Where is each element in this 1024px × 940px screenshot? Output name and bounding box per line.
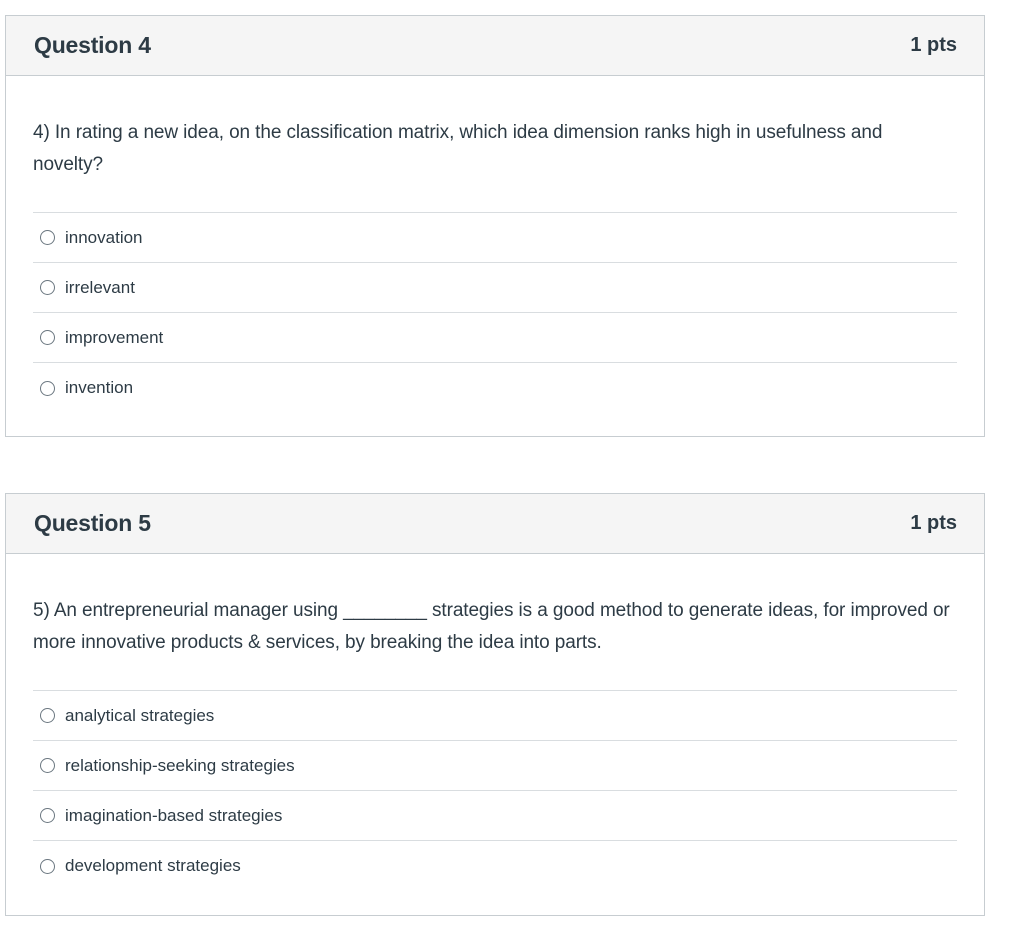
radio-button[interactable] <box>40 381 55 396</box>
radio-button[interactable] <box>40 708 55 723</box>
answer-label[interactable]: improvement <box>65 327 164 347</box>
radio-button[interactable] <box>40 808 55 823</box>
answer-label[interactable]: imagination-based strategies <box>65 805 283 825</box>
question-body <box>6 76 984 413</box>
answer-label[interactable]: analytical strategies <box>65 705 215 725</box>
radio-button[interactable] <box>40 758 55 773</box>
answer-option[interactable] <box>33 263 957 313</box>
answer-list <box>33 691 957 891</box>
radio-button[interactable] <box>40 859 55 874</box>
question-points: 1 pts <box>910 34 957 56</box>
answer-label[interactable]: irrelevant <box>65 277 135 297</box>
answer-option[interactable] <box>33 213 957 263</box>
question-title: Question 5 <box>34 510 151 536</box>
radio-button[interactable] <box>40 280 55 295</box>
answer-option[interactable] <box>33 841 957 891</box>
question-4-card <box>5 15 985 437</box>
answer-option[interactable] <box>33 313 957 363</box>
question-header <box>6 494 984 554</box>
answer-label[interactable]: invention <box>65 378 134 397</box>
answer-option[interactable] <box>33 741 957 791</box>
question-title: Question 4 <box>34 32 151 58</box>
answer-label[interactable]: development strategies <box>65 856 241 875</box>
radio-button[interactable] <box>40 230 55 245</box>
question-text: 5) An entrepreneurial manager using ________ strategies is a good method to generate ideas, for improved or more innovative products & services, by breaking the idea into parts. <box>33 595 957 691</box>
question-5-card <box>5 493 985 916</box>
question-header <box>6 16 984 76</box>
question-body <box>6 554 984 891</box>
answer-option[interactable] <box>33 791 957 841</box>
question-points: 1 pts <box>910 512 957 534</box>
answer-option[interactable] <box>33 691 957 741</box>
answer-list <box>33 213 957 413</box>
answer-option[interactable] <box>33 363 957 413</box>
answer-label[interactable]: relationship-seeking strategies <box>65 755 295 775</box>
radio-button[interactable] <box>40 330 55 345</box>
answer-label[interactable]: innovation <box>65 227 143 247</box>
question-text: 4) In rating a new idea, on the classification matrix, which idea dimension ranks high in usefulness and novelty? <box>33 117 957 213</box>
